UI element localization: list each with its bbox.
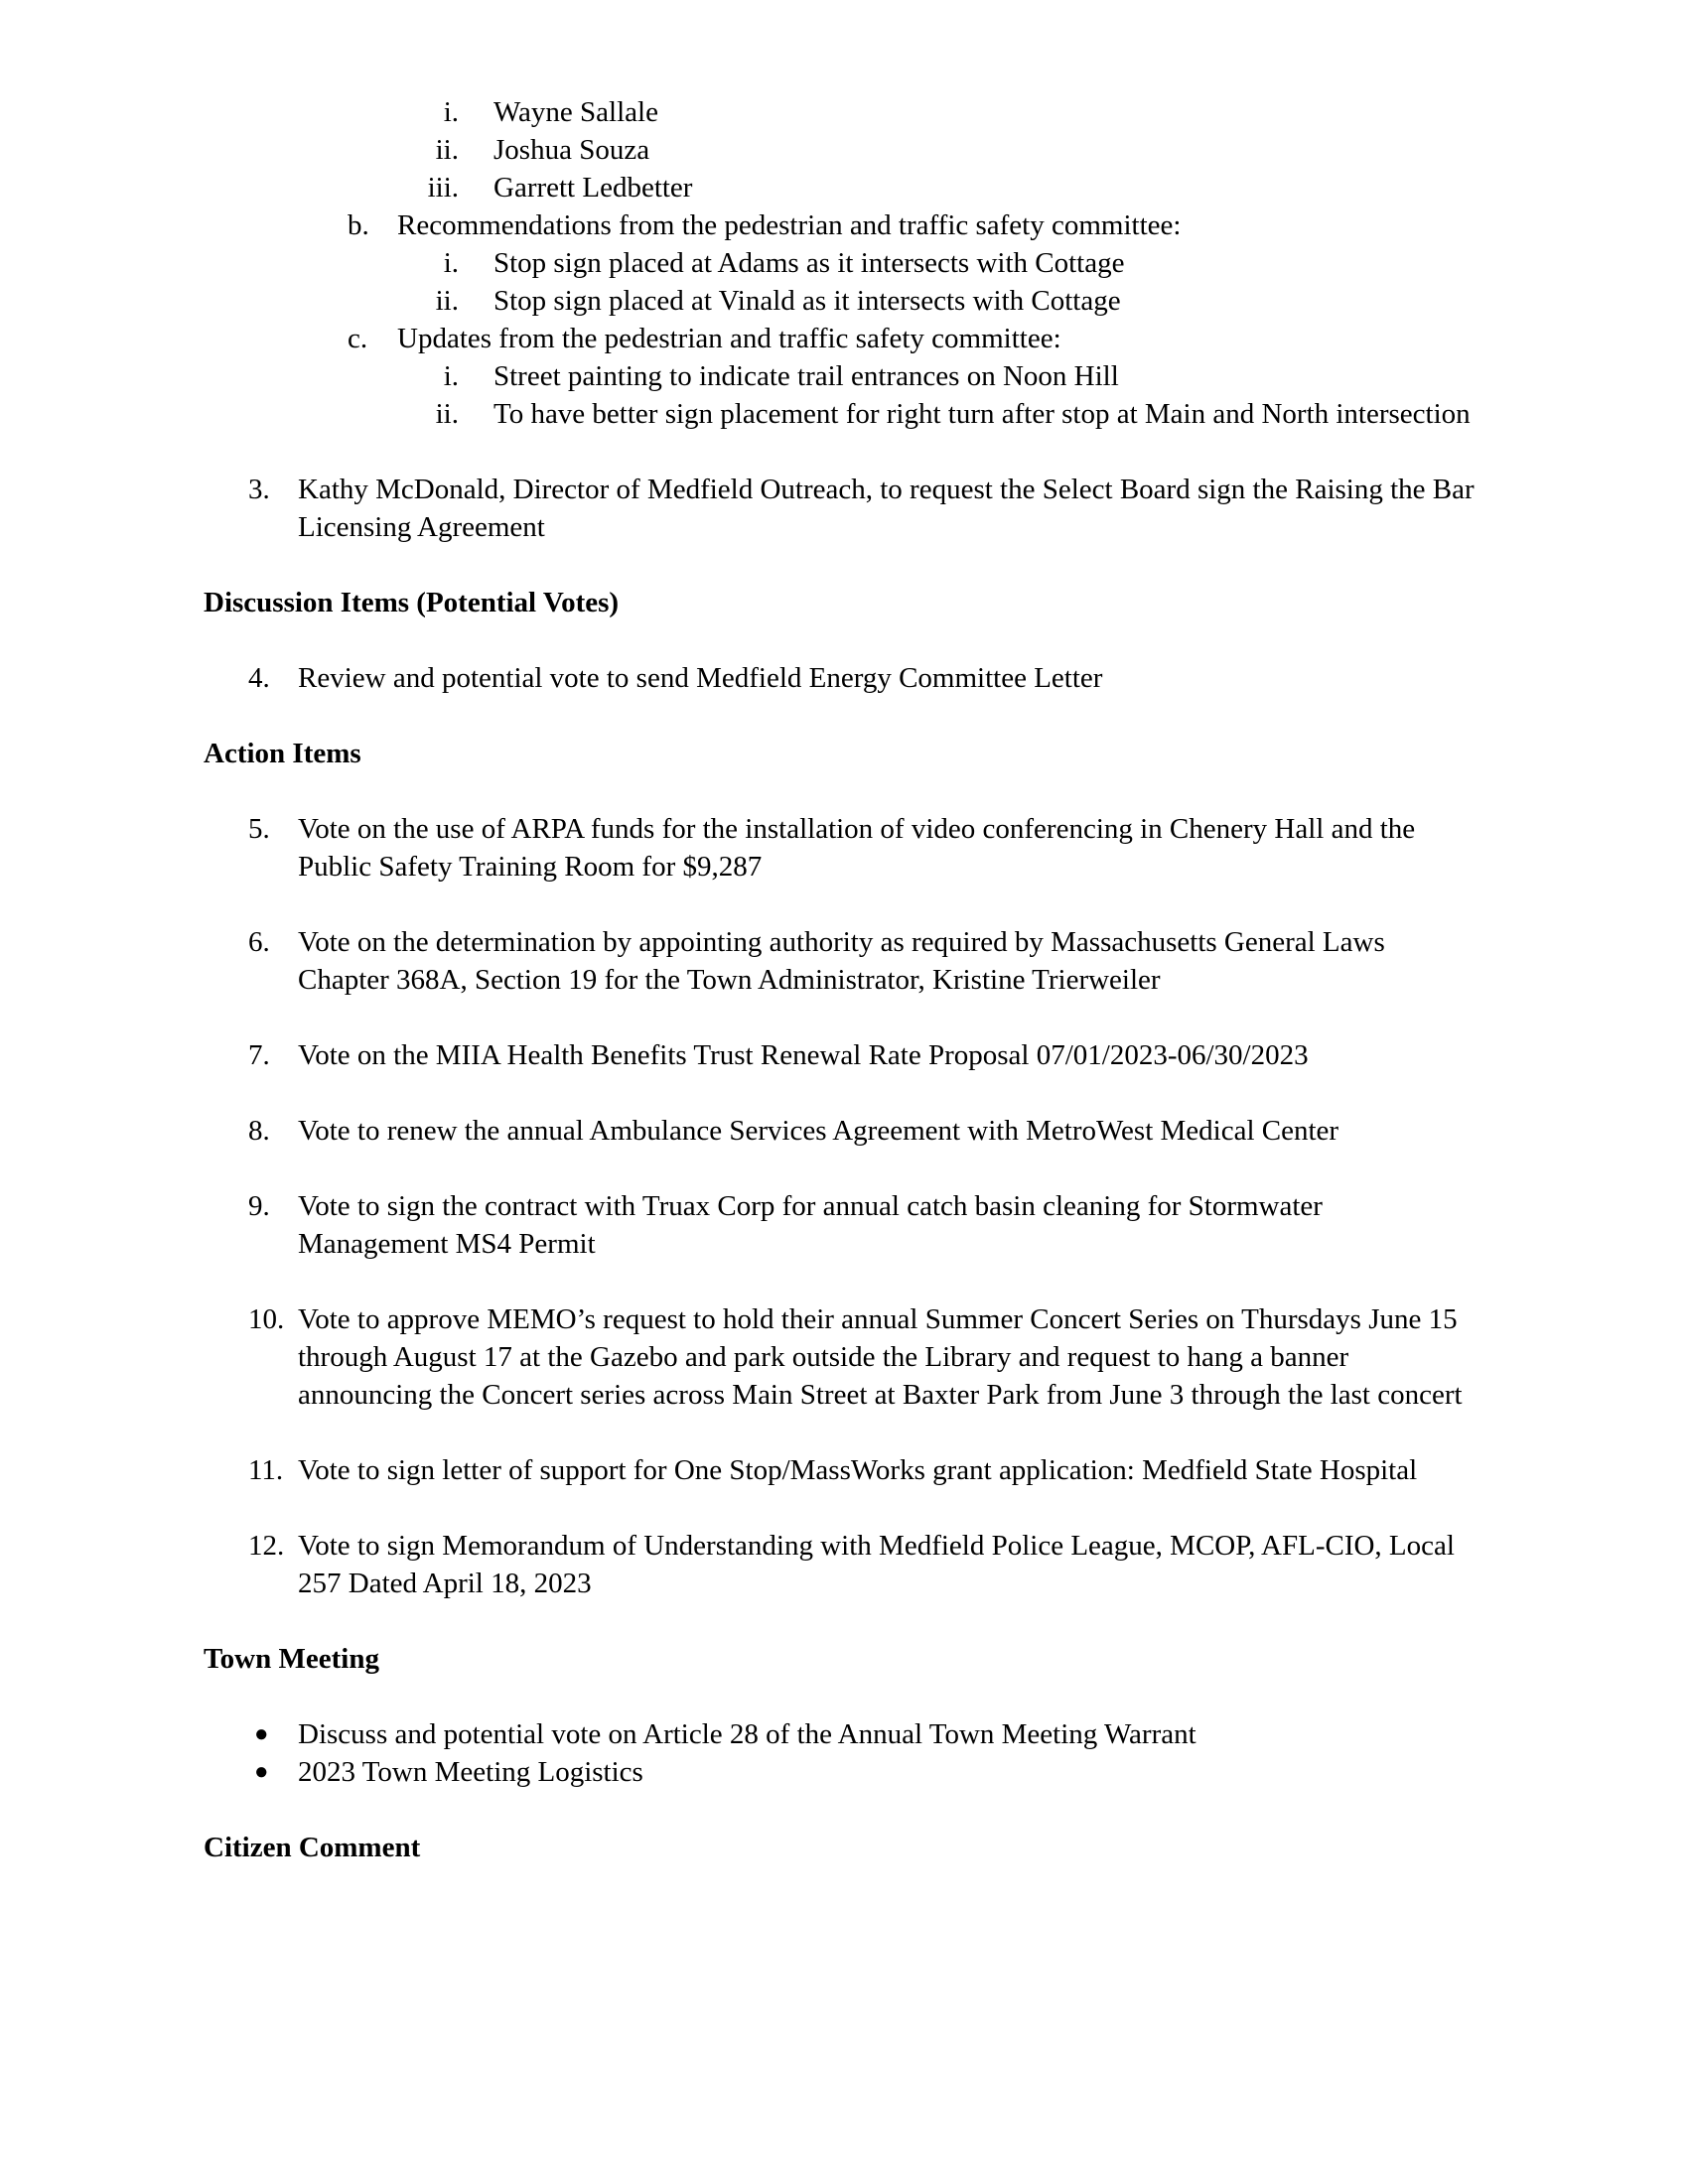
agenda-subitem: [0, 357, 1688, 395]
item-marker: 4.: [248, 662, 270, 694]
item-text: Vote to renew the annual Ambulance Services Agreement with MetroWest Medical Center: [298, 1115, 1339, 1147]
item-marker: ii.: [435, 398, 459, 430]
agenda-subitem: [0, 395, 1688, 433]
bullet-icon: ●: [254, 1759, 269, 1785]
agenda-bullet-item: [0, 1715, 1688, 1753]
bullet-icon: ●: [254, 1721, 269, 1747]
agenda-item: [0, 810, 1688, 886]
section-heading: Citizen Comment: [204, 1832, 421, 1863]
item-marker: ii.: [435, 134, 459, 166]
item-text: Joshua Souza: [493, 134, 650, 166]
section-heading: Town Meeting: [204, 1643, 379, 1675]
item-marker: i.: [443, 360, 459, 392]
item-marker: 5.: [248, 813, 270, 845]
section-heading: Discussion Items (Potential Votes): [204, 587, 620, 618]
item-text: To have better sign placement for right turn after stop at Main and North intersection: [493, 398, 1471, 430]
agenda-item: [0, 923, 1688, 999]
agenda-item: [0, 1036, 1688, 1074]
agenda-item: [0, 1187, 1688, 1263]
agenda-subitem: [0, 206, 1688, 244]
item-text: Vote to sign letter of support for One Stop/MassWorks grant application: Medfield State Hospital: [298, 1454, 1418, 1486]
item-text: Garrett Ledbetter: [493, 172, 693, 204]
agenda-item: [0, 1112, 1688, 1150]
item-text: Vote to sign Memorandum of Understanding with Medfield Police League, MCOP, AFL-CIO, Local 257 Dated April 18, 2023: [298, 1530, 1455, 1599]
item-text: Recommendations from the pedestrian and traffic safety committee:: [397, 209, 1182, 241]
agenda-subitem: [0, 169, 1688, 206]
item-marker: iii.: [427, 172, 459, 204]
item-text: Discuss and potential vote on Article 28 of the Annual Town Meeting Warrant: [298, 1718, 1196, 1750]
item-marker: ii.: [435, 285, 459, 317]
item-marker: b.: [348, 209, 369, 241]
agenda-item: [0, 471, 1688, 546]
item-text: Street painting to indicate trail entrances on Noon Hill: [493, 360, 1119, 392]
item-text: 2023 Town Meeting Logistics: [298, 1756, 643, 1788]
agenda-item: [0, 1451, 1688, 1489]
item-marker: 7.: [248, 1039, 270, 1071]
agenda-subitem: [0, 93, 1688, 131]
item-marker: 8.: [248, 1115, 270, 1147]
agenda-item: [0, 1300, 1688, 1414]
item-marker: i.: [443, 96, 459, 128]
agenda-subitem: [0, 244, 1688, 282]
item-text: Review and potential vote to send Medfield Energy Committee Letter: [298, 662, 1103, 694]
agenda-subitem: [0, 320, 1688, 357]
agenda-bullet-item: [0, 1753, 1688, 1791]
section-heading: Action Items: [204, 738, 361, 769]
item-text: Vote to approve MEMO’s request to hold their annual Summer Concert Series on Thursdays June 15 through August 17 at the Gazebo and park outside the Library and request to hang a banner announcing the Concert series across Main Street at Baxter Park from June 3 through the last concert: [298, 1303, 1463, 1411]
item-marker: 9.: [248, 1190, 270, 1222]
agenda-item: [0, 659, 1688, 697]
item-text: Updates from the pedestrian and traffic safety committee:: [397, 323, 1061, 354]
item-text: Vote on the use of ARPA funds for the installation of video conferencing in Chenery Hall and the Public Safety Training Room for $9,287: [298, 813, 1416, 883]
item-marker: 11.: [248, 1454, 284, 1486]
item-marker: 12.: [248, 1530, 285, 1562]
item-marker: c.: [348, 323, 368, 354]
item-text: Vote to sign the contract with Truax Corp for annual catch basin cleaning for Stormwater Management MS4 Permit: [298, 1190, 1323, 1260]
item-marker: 6.: [248, 926, 270, 958]
item-text: Kathy McDonald, Director of Medfield Outreach, to request the Select Board sign the Raising the Bar Licensing Agreement: [298, 474, 1475, 543]
agenda-item: [0, 1527, 1688, 1602]
item-marker: i.: [443, 247, 459, 279]
item-text: Wayne Sallale: [493, 96, 658, 128]
item-text: Vote on the determination by appointing authority as required by Massachusetts General Laws Chapter 368A, Section 19 for the Town Administrator, Kristine Trierweiler: [298, 926, 1385, 996]
item-text: Stop sign placed at Vinald as it intersects with Cottage: [493, 285, 1121, 317]
item-text: Stop sign placed at Adams as it intersects with Cottage: [493, 247, 1125, 279]
agenda-subitem: [0, 131, 1688, 169]
item-marker: 10.: [248, 1303, 285, 1335]
item-text: Vote on the MIIA Health Benefits Trust Renewal Rate Proposal 07/01/2023-06/30/2023: [298, 1039, 1309, 1071]
agenda-subitem: [0, 282, 1688, 320]
item-marker: 3.: [248, 474, 270, 505]
